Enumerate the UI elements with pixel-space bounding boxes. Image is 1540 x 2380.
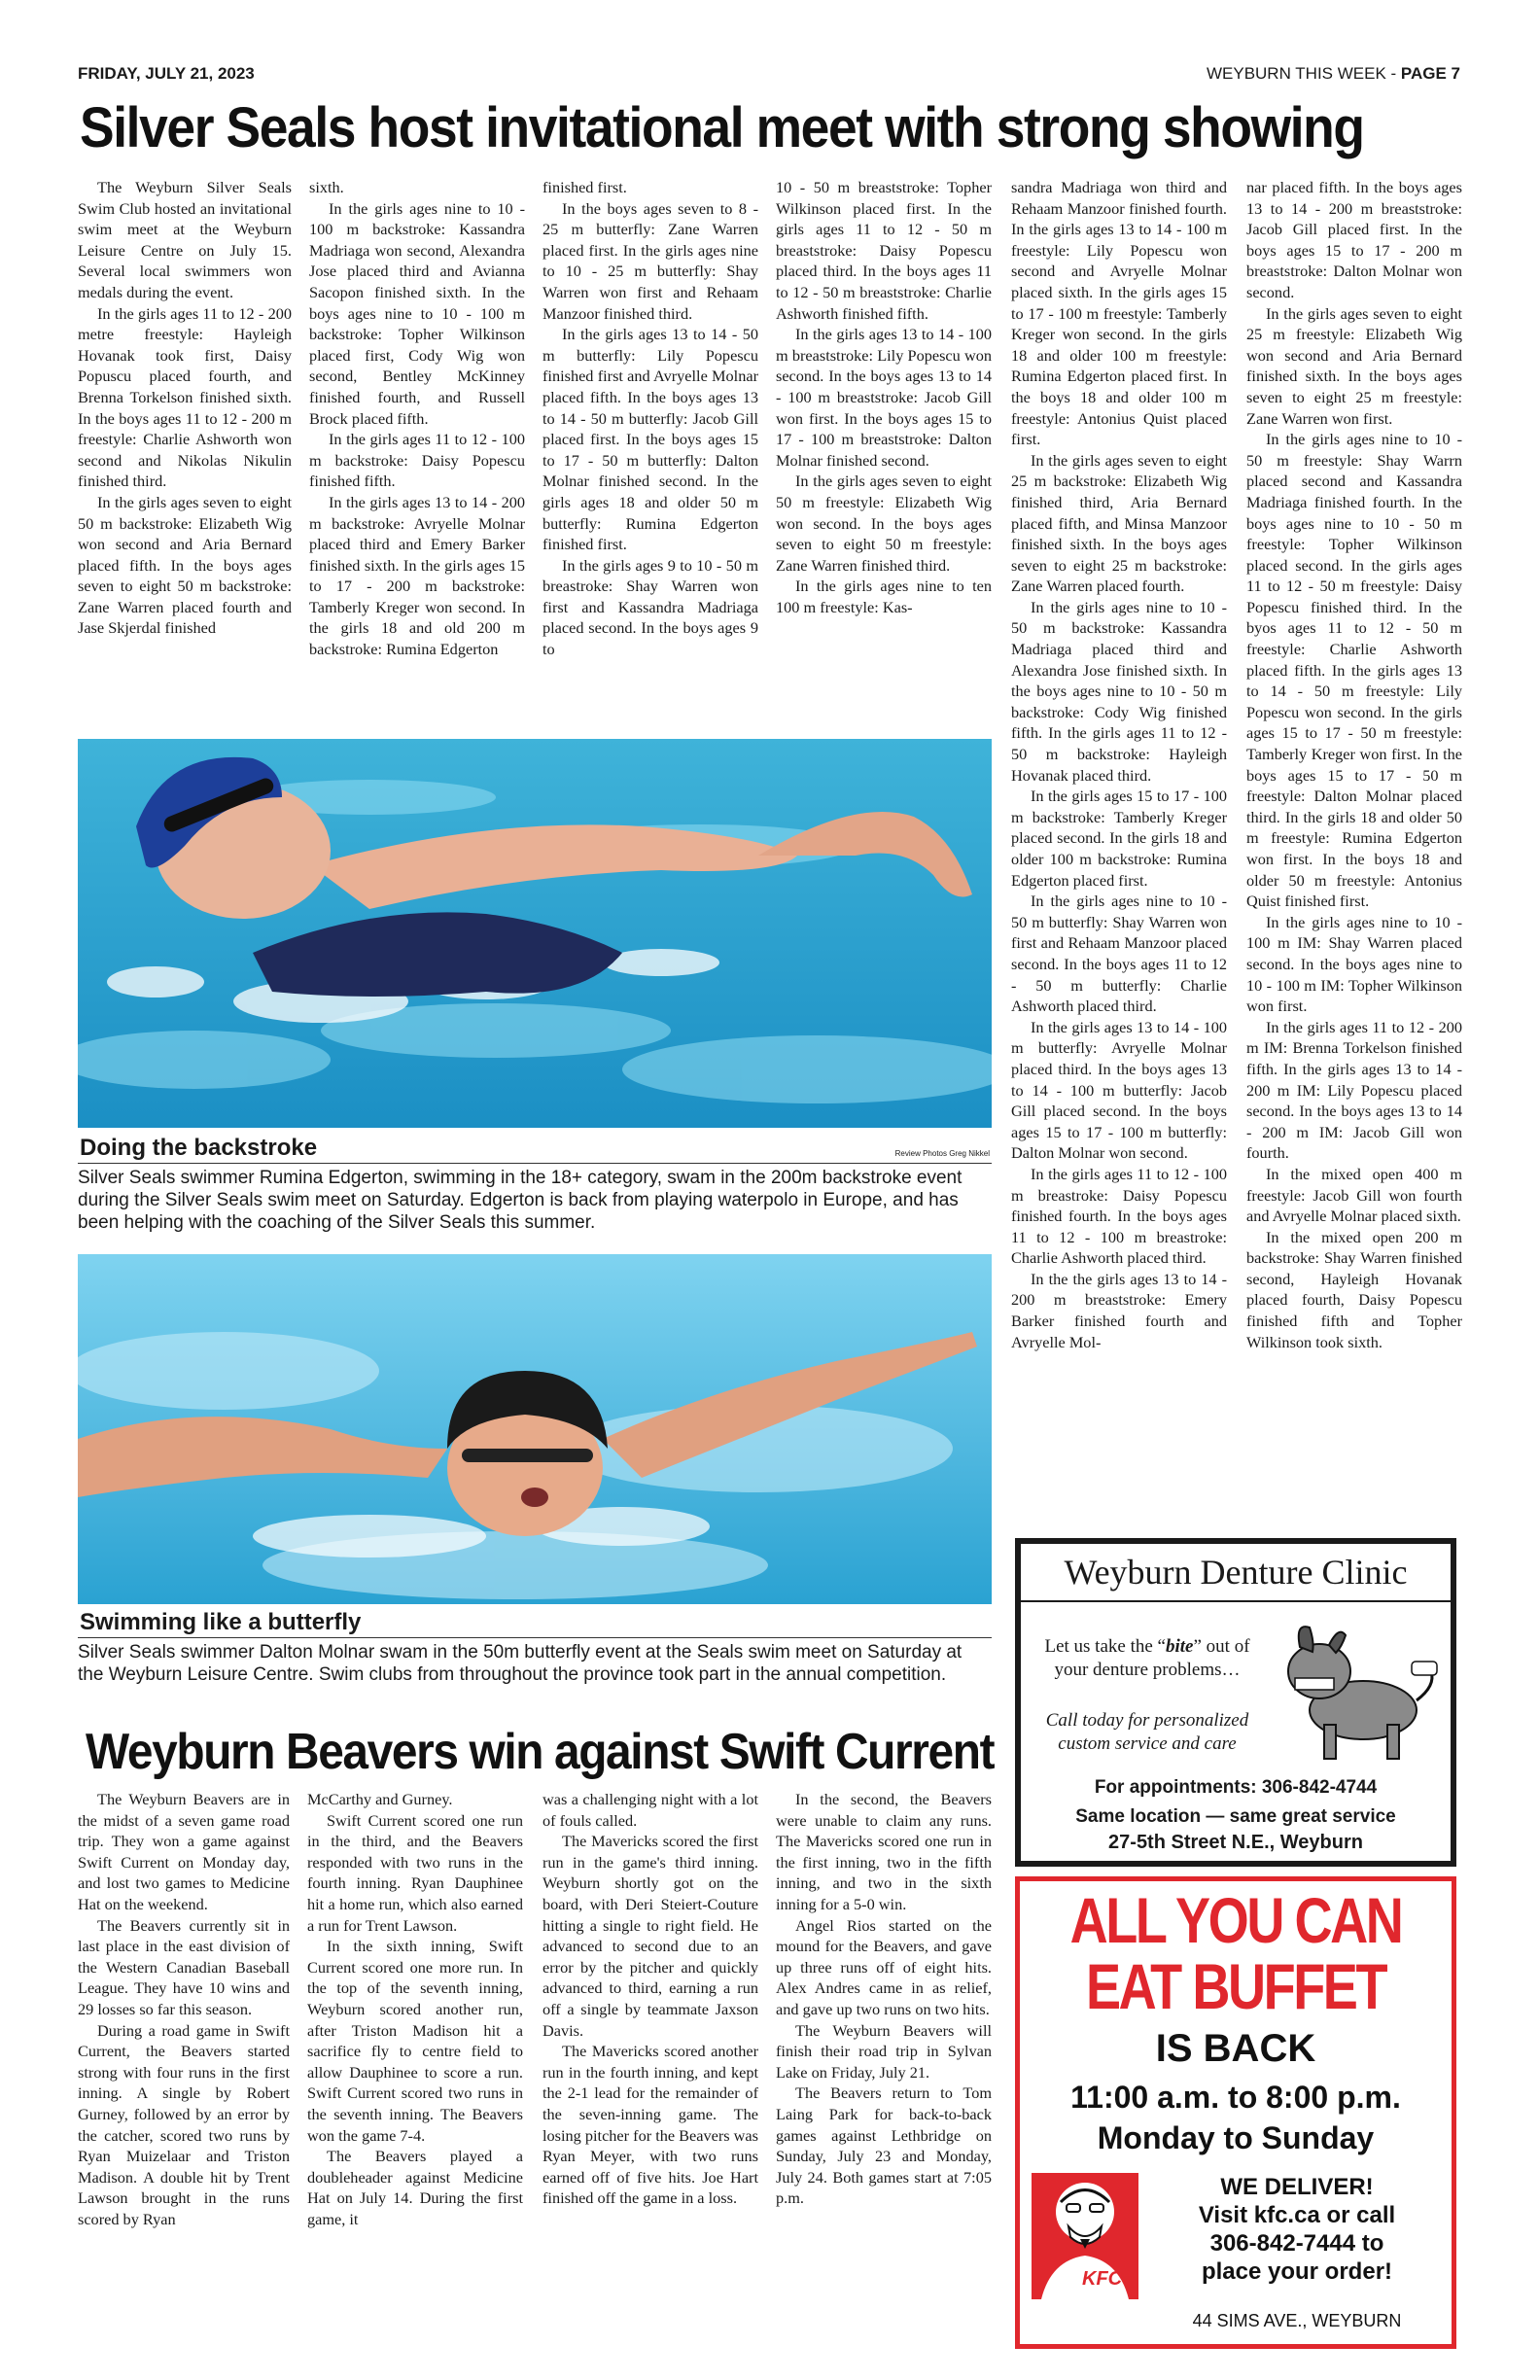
paragraph: In the second, the Beavers were unable to claim any runs. The Mavericks scored one run in the first inning, two in the fifth inning, and two in the sixth inning for a 5-0 win. — [776, 1790, 992, 1913]
story2-column-4 — [776, 1789, 992, 2314]
paragraph: In the girls ages 13 to 14 - 100 m breaststroke: Lily Popescu won second. In the boys ages 13 to 14 - 100 m breaststroke: Jacob Gill won first. In the boys ages 15 to 17 - 100 m breaststroke: Dalton Molnar finished second. — [776, 325, 992, 470]
story2-column-2 — [307, 1789, 523, 2314]
story1-column-1 — [78, 177, 292, 721]
ad-kfc-buffet[interactable] — [1015, 1876, 1456, 2349]
ad-kfc-deliver: WE DELIVER! — [1220, 2174, 1374, 2200]
photo-butterfly — [78, 1254, 992, 1604]
ad-denture-tagline — [1031, 1635, 1264, 1682]
paragraph: In the boys ages seven to 8 - 25 m butterfly: Zane Warren placed first. In the girls ages nine to 10 - 25 m butterfly: Shay Warren won first and Rehaam Manzoor finished third. — [542, 198, 758, 323]
paragraph: In the girls ages 11 to 12 - 100 m backstroke: Daisy Popescu finished fifth. — [309, 430, 525, 491]
ad-kfc-line1: ALL YOU CAN — [1069, 1884, 1402, 1956]
story2-column-1 — [78, 1789, 290, 2314]
story1-column-6 — [1246, 177, 1462, 1519]
paragraph: In the girls ages 13 to 14 - 50 m butterfly: Lily Popescu finished first and Avryelle Molnar placed fifth. In the boys ages 13 to 14 - 50 m butterfly: Jacob Gill placed first. In the boys ages 15 to 17 - 50 m butterfly: Dalton Molnar finished second. In the girls ages 18 and older 50 m butterfly: Rumina Edgerton finished first. — [542, 325, 758, 554]
dog-with-dentures-icon — [1276, 1618, 1441, 1764]
paragraph: sandra Madriaga won third and Rehaam Manzoor finished fourth. In the girls ages 13 to 14 - 100 m freestyle: Lily Popescu won second and Avryelle Molnar placed sixth. In the girls ages 15 to 17 - 100 m freestyle: Tamberly Kreger won second. In the girls 18 and older 100 m freestyle: Rumina Edgerton placed first. In the boys 18 and older 100 m freestyle: Antonius Quist placed first. — [1011, 178, 1227, 449]
paragraph: The Beavers return to Tom Laing Park for back-to-back games against Lethbridge on Sunday, July 23 and Monday, July 24. Both games start at 7:05 p.m. — [776, 2083, 992, 2208]
paragraph: During a road game in Swift Current, the Beavers started strong with four runs in the first inning. A single by Robert Gurney, followed by an error by the catcher, scored two runs by Ryan Muizelaar and Triston Madison. A double hit by Trent Lawson brought in the runs scored by Ryan — [78, 2020, 290, 2228]
issue-date: FRIDAY, JULY 21, 2023 — [78, 64, 255, 83]
headline-baseball: Weyburn Beavers win against Swift Current — [86, 1724, 995, 1780]
divider — [1021, 1600, 1451, 1602]
paragraph: In the mixed open 400 m freestyle: Jacob Gill won fourth and Avryelle Molnar placed sixth. — [1246, 1164, 1462, 1226]
ad-denture-title: Weyburn Denture Clinic — [1064, 1553, 1408, 1592]
paragraph: The Weyburn Beavers are in the midst of a seven game road trip. They won a game against Swift Current on Monday day, and lost two games to Medicine Hat on the weekend. — [78, 1790, 290, 1913]
tagline-text: Let us take the “ — [1044, 1636, 1166, 1657]
paragraph: The Weyburn Silver Seals Swim Club hosted an invitational swim meet at the Weyburn Leisure Centre on July 15. Several local swimmers won medals during the event. — [78, 178, 292, 301]
paragraph: In the girls ages 11 to 12 - 200 m IM: Brenna Torkelson finished fifth. In the girls ages 13 to 14 - 200 m IM: Lily Popescu placed second. In the boys ages 13 to 14 - 200 m IM: Jacob Gill won fourth. — [1246, 1017, 1462, 1163]
story1-column-5 — [1011, 177, 1227, 1519]
ad-denture-address: 27-5th Street N.E., Weyburn — [1108, 1832, 1363, 1853]
paragraph: In the girls ages nine to 10 - 100 m IM: Shay Warren placed second. In the boys ages nine to 10 - 100 m IM: Topher Wilkinson won first. — [1246, 912, 1462, 1016]
paragraph: The Beavers currently sit in last place in the east division of the Western Canadian Baseball League. They have 10 wins and 29 losses so far this season. — [78, 1915, 290, 2018]
paragraph: In the girls ages 13 to 14 - 200 m backstroke: Avryelle Molnar placed third and Emery Barker finished sixth. In the girls ages 15 to 17 - 200 m backstroke: Tamberly Kreger won second. In the girls 18 and old 200 m backstroke: Rumina Edgerton — [309, 492, 525, 659]
paragraph: 10 - 50 m breaststroke: Topher Wilkinson placed first. In the girls ages 11 to 12 - 50 m breaststroke: Daisy Popescu placed third. In the boys ages 11 to 12 - 50 m breaststroke: Charlie Ashworth finished fifth. — [776, 178, 992, 323]
photo1-title: Doing the backstroke — [80, 1135, 318, 1161]
page-label — [1207, 64, 1460, 84]
paragraph: In the girls ages 11 to 12 - 100 m breastroke: Daisy Popescu finished fourth. In the boys ages 11 to 12 - 100 m breastroke: Charlie Ashworth placed third. — [1011, 1164, 1227, 1268]
paragraph: In the girls ages nine to ten 100 m freestyle: Kas- — [776, 577, 992, 616]
paragraph: In the girls ages 11 to 12 - 200 metre freestyle: Hayleigh Hovanak took first, Daisy Popuscu placed fourth, and Brenna Torkelson finished sixth. In the boys ages 11 to 12 - 200 m freestyle: Charlie Ashworth won second and Nikolas Nikulin finished third. — [78, 303, 292, 491]
ad-kfc-line3: IS BACK — [1155, 2027, 1316, 2070]
paragraph: In the the girls ages 13 to 14 - 200 m breaststroke: Emery Barker finished fourth and Avryelle Mol- — [1011, 1269, 1227, 1351]
page-number: PAGE 7 — [1400, 64, 1460, 83]
paragraph: finished first. — [542, 178, 627, 196]
paragraph: The Weyburn Beavers will finish their road trip in Sylvan Lake on Friday, July 21. — [776, 2020, 992, 2082]
paragraph: In the girls ages seven to eight 25 m backstroke: Elizabeth Wig finished third, Aria Bernard placed fifth, and Minsa Manzoor finished sixth. In the boys ages seven to eight 25 m backstroke: Zane Warren placed fourth. — [1011, 450, 1227, 596]
ad-kfc-address: 44 SIMS AVE., WEYBURN — [1192, 2311, 1402, 2330]
paragraph: In the sixth inning, Swift Current scored one more run. In the top of the seventh inning, Weyburn scored another run, after Triston Madison hit a sacrifice fly to centre field to allow Dauphinee to score a run. Swift Current scored two runs in the seventh inning. The Beavers won the game 7-4. — [307, 1937, 523, 2145]
ad-denture-clinic[interactable] — [1015, 1538, 1456, 1867]
paragraph: In the mixed open 200 m backstroke: Shay Warren finished second, Hayleigh Hovanak placed fourth, Daisy Popescu finished fifth and Topher Wilkinson took sixth. — [1246, 1227, 1462, 1351]
paragraph: In the girls ages 15 to 17 - 100 m backstroke: Tamberly Kreger placed second. In the girls 18 and older 100 m backstroke: Rumina Edgerton placed first. — [1011, 787, 1227, 890]
caption-rule — [78, 1163, 992, 1164]
paragraph: In the girls ages 13 to 14 - 100 m butterfly: Avryelle Molnar placed third. In the boys ages 13 to 14 - 100 m butterfly: Jacob Gill placed second. In the boys ages 15 to 17 - 100 m butterfly: Dalton Molnar won second. — [1011, 1017, 1227, 1163]
paragraph: was a challenging night with a lot of fouls called. — [542, 1790, 758, 1830]
photo-backstroke — [78, 739, 992, 1128]
paragraph: In the girls ages seven to eight 25 m freestyle: Elizabeth Wig won second and Aria Bernard finished sixth. In the boys ages seven to eight 25 m freestyle: Zane Warren won first. — [1246, 303, 1462, 428]
ad-kfc-phone: 306-842-7444 to — [1209, 2230, 1384, 2257]
ad-kfc-contact — [1146, 2173, 1448, 2286]
butterfly-swimmer-image — [78, 1254, 992, 1604]
kfc-logo-text: KFC — [1082, 2268, 1123, 2290]
paragraph: nar placed fifth. In the boys ages 13 to 14 - 200 m breaststroke: Jacob Gill placed first. In the boys ages 15 to 17 - 200 m breaststroke: Dalton Molnar won second. — [1246, 178, 1462, 301]
publication-name: WEYBURN THIS WEEK - — [1206, 64, 1401, 83]
story1-column-4 — [776, 177, 992, 721]
paragraph: McCarthy and Gurney. — [307, 1790, 453, 1808]
story2-column-3 — [542, 1789, 758, 2314]
paragraph: Swift Current scored one run in the third, and the Beavers responded with two runs in the fourth inning. Ryan Dauphinee hit a home run, which also earned a run for Trent Lawson. — [307, 1810, 523, 1935]
photo2-title: Swimming like a butterfly — [80, 1609, 362, 1635]
caption-rule — [78, 1637, 992, 1638]
backstroke-swimmer-image — [78, 739, 992, 1128]
paragraph: In the girls ages nine to 10 - 50 m freestyle: Shay Warrn placed second and Kassandra Madriaga finished fourth. In the boys ages nine to 10 - 50 m freestyle: Topher Wilkinson placed second. In the girls ages 11 to 12 - 50 m freestyle: Daisy Popescu finished third. In the byos ages 11 to 12 - 50 m freestyle: Charlie Ashworth placed fifth. In the girls ages 13 to 14 - 50 m freestyle: Lily Popescu won second. In the girls ages 15 to 17 - 50 m freestyle: Tamberly Kreger won first. In the boys ages 15 to 17 - 50 m freestyle: Dalton Molnar placed third. In the girls 18 and older 50 m freestyle: Rumina Edgerton won first. In the boys 18 and older 50 m freestyle: Antonius Quist finished first. — [1246, 430, 1462, 911]
ad-kfc-order: place your order! — [1201, 2258, 1393, 2285]
story1-column-3 — [542, 177, 758, 721]
ad-kfc-hours: 11:00 a.m. to 8:00 p.m. — [1070, 2080, 1401, 2115]
ad-kfc-days: Monday to Sunday — [1097, 2120, 1375, 2155]
paragraph: In the girls ages seven to eight 50 m backstroke: Elizabeth Wig won second and Aria Bernard placed fifth. In the boys ages seven to eight 50 m backstroke: Zane Warren placed fourth and Jase Skjerdal finished — [78, 492, 292, 638]
headline-swim: Silver Seals host invitational meet with strong showing — [80, 96, 1364, 159]
story1-column-2 — [309, 177, 525, 721]
paragraph: In the girls ages seven to eight 50 m freestyle: Elizabeth Wig won second. In the boys ages seven to eight 50 m freestyle: Zane Warren finished third. — [776, 472, 992, 575]
paragraph: In the girls ages 9 to 10 - 50 m breastroke: Shay Warren won first and Kassandra Madriaga placed second. In the boys ages 9 to — [542, 555, 758, 659]
ad-kfc-visit[interactable]: Visit kfc.ca or call — [1198, 2202, 1396, 2228]
paragraph: In the girls ages nine to 10 - 50 m backstroke: Kassandra Madriaga placed third and Alexandra Jose finished sixth. In the boys ages nine to 10 - 50 m backstroke: Cody Wig finished fifth. In the girls ages 11 to 12 - 50 m backstroke: Hayleigh Hovanak placed third. — [1011, 597, 1227, 785]
photo-credit: Review Photos Greg Nikkel — [894, 1149, 990, 1158]
ad-denture-sub: Call today for personalized custom service and care — [1045, 1710, 1249, 1754]
tagline-emphasis: bite — [1165, 1636, 1194, 1657]
paragraph: In the girls ages nine to 10 - 100 m backstroke: Kassandra Madriaga won second, Alexandra Jose placed third and Avianna Sacopon finished sixth. In the boys ages nine to 10 - 100 m backstroke: Topher Wilkinson placed first, Cody Wig won second, Bentley McKinney finished fourth, and Russell Brock placed fifth. — [309, 198, 525, 428]
ad-denture-phone: For appointments: 306-842-4744 — [1094, 1777, 1378, 1798]
paragraph: The Beavers played a doubleheader against Medicine Hat on July 14. During the first game, it — [307, 2147, 523, 2228]
kfc-logo[interactable] — [1032, 2173, 1138, 2299]
photo1-caption: Silver Seals swimmer Rumina Edgerton, swimming in the 18+ category, swam in the 200m backstroke event during the Silver Seals swim meet on Saturday. Edgerton is back from playing waterpolo in Europe, and has been helping with the coaching of the Silver Seals this summer. — [78, 1168, 962, 1233]
paragraph: In the girls ages nine to 10 - 50 m butterfly: Shay Warren won first and Rehaam Manzoor placed second. In the boys ages 11 to 12 - 50 m butterfly: Charlie Ashworth placed third. — [1011, 892, 1227, 1016]
paragraph: Angel Rios started on the mound for the Beavers, and gave up three runs off of eight hits. Alex Andres came in as relief, and gave up two runs on two hits. — [776, 1915, 992, 2018]
paragraph: The Mavericks scored another run in the fourth inning, and kept the 2-1 lead for the remainder of the seven-inning game. The losing pitcher for the Beavers was Ryan Meyer, with two runs earned off of five hits. Joe Hart finished off the game in a loss. — [542, 2042, 758, 2208]
photo2-caption: Silver Seals swimmer Dalton Molnar swam in the 50m butterfly event at the Seals swim meet on Saturday at the Weyburn Leisure Centre. Swim clubs from throughout the province took part in the annual competition. — [78, 1642, 962, 1685]
ad-denture-location: Same location — same great service — [1075, 1806, 1396, 1827]
tagline-text: ” out of your denture problems… — [1054, 1636, 1250, 1680]
paragraph: sixth. — [309, 178, 344, 196]
paragraph: The Mavericks scored the first run in the game's third inning. Weyburn shortly got on the board, with Deri Steiert-Couture hitting a single to right field. He advanced to second due to an error by the pitcher and quickly advanced to third, earning a run off a single by teammate Jaxson Davis. — [542, 1832, 758, 2040]
ad-kfc-line2: EAT BUFFET — [1085, 1950, 1386, 2022]
